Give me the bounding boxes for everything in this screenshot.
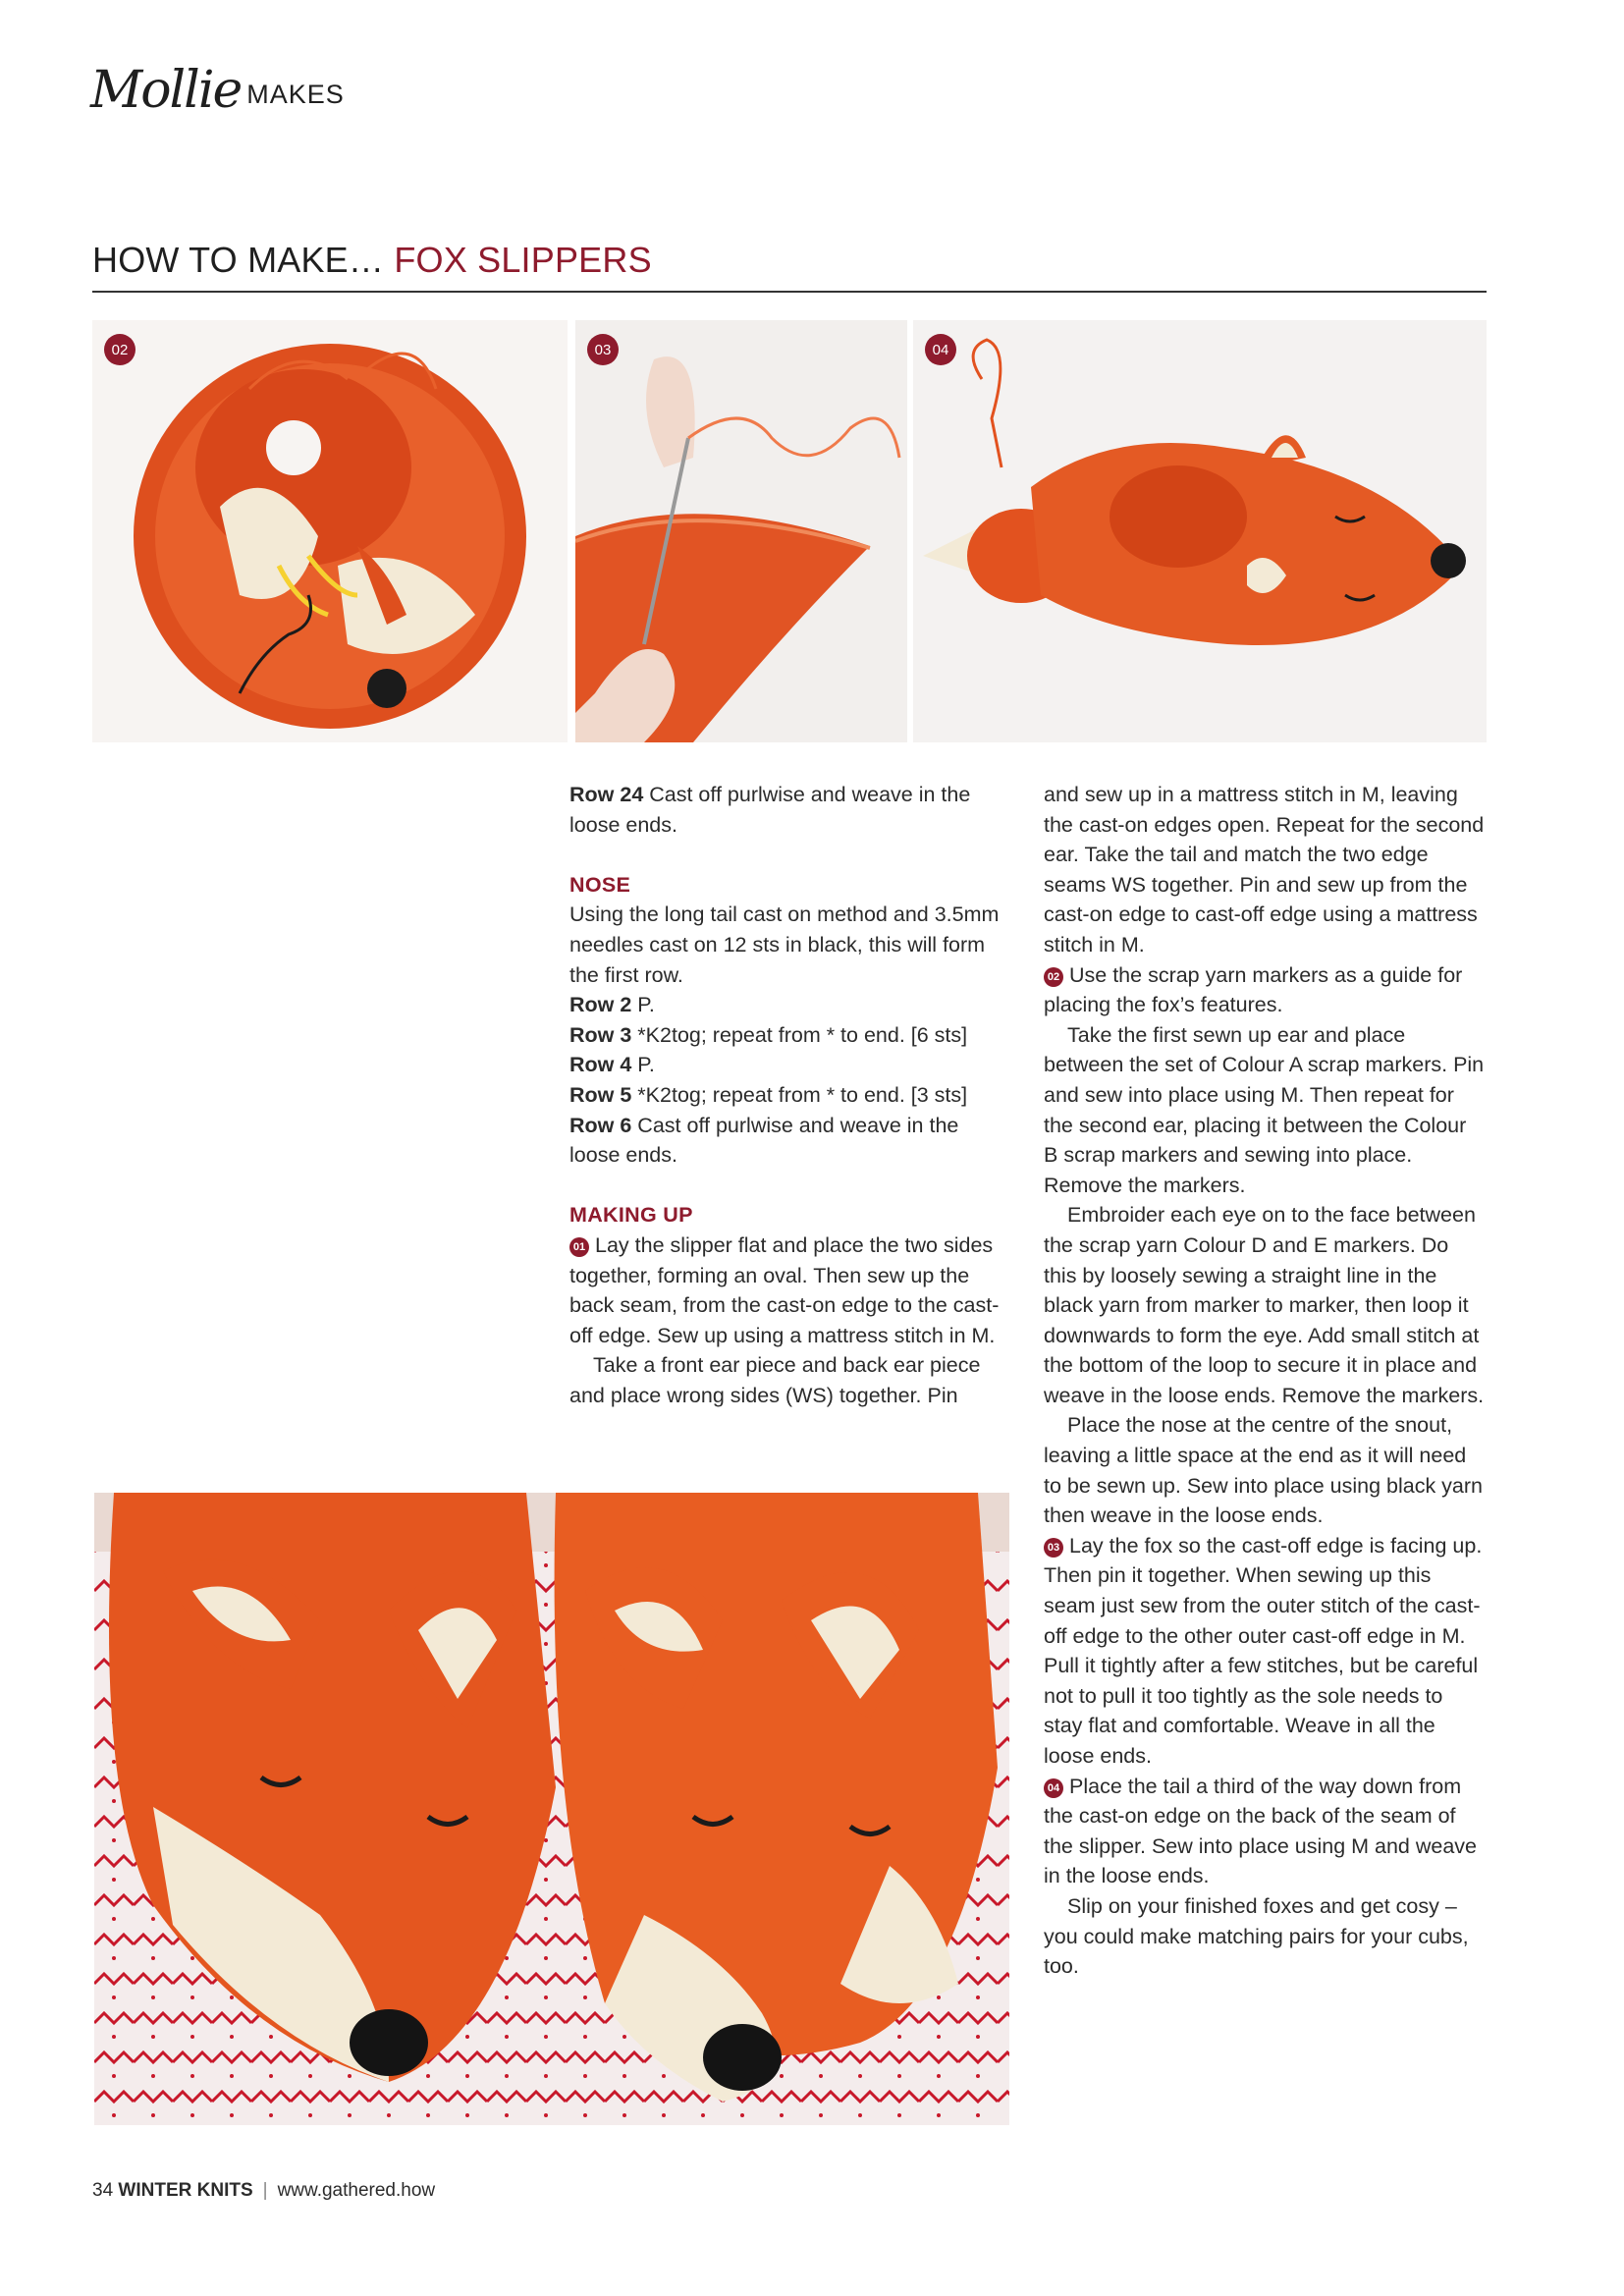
row24-label: Row 24 — [569, 783, 644, 806]
footer-separator: | — [262, 2180, 268, 2201]
step-03-photo — [575, 320, 907, 742]
row24-paragraph — [569, 780, 1001, 840]
title-divider — [92, 291, 1487, 293]
fox-slippers-pair-illustration — [94, 1493, 1009, 2125]
nose-row — [569, 1050, 1001, 1080]
step-02-photo — [92, 320, 568, 742]
nose-row-label: Row 6 — [569, 1113, 632, 1137]
magazine-title: WINTER KNITS — [118, 2180, 253, 2201]
step-04-paragraph — [1044, 1772, 1486, 1891]
step-04-photo — [913, 320, 1487, 742]
nose-heading: NOSE — [569, 872, 631, 897]
step-01-paragraph — [569, 1230, 1001, 1350]
nose-row-label: Row 2 — [569, 993, 632, 1017]
nose-row — [569, 1020, 1001, 1051]
page-number: 34 — [92, 2180, 119, 2201]
step-02-marker: 02 — [1044, 967, 1063, 987]
instructions-left-column — [569, 780, 1001, 1410]
ear-paragraph: Take a front ear piece and back ear piece and place wrong sides (WS) together. Pin — [569, 1353, 981, 1407]
step-03-marker: 03 — [1044, 1538, 1063, 1558]
nose-placement-paragraph: Place the nose at the centre of the snout, leaving a little space at the end as it will need to be sewn up. Sew into place using black yarn then weave in the loose ends. — [1044, 1413, 1483, 1528]
ears-paragraph: Take the first sewn up ear and place between the set of Colour A scrap markers. Pin and sew into place using M. Then repeat for the second ear, placing it between the Colour B scrap markers and sewing into place. Remove the markers. — [1044, 1022, 1485, 1197]
eyes-paragraph: Embroider each eye on to the face between the scrap yarn Colour D and E markers. Do this by loosely sewing a straight line in the black yarn from marker to marker, then loop it downwards to form the eye. Add small stitch at the bottom of the loop to secure it in place and weave in the loose ends. Remove the markers. — [1044, 1203, 1485, 1407]
step-03-text: Lay the fox so the cast-off edge is facing up. Then pin it together. When sewing up this seam just sew from the outer stitch of the cast-off edge to the other outer cast-off edge in M. Pull it tightly after a few stitches, but be careful not to pull it too tightly as the sole needs to stay flat and comfortable. Weave in all the loose ends. — [1044, 1533, 1483, 1768]
ear-continued-paragraph: and sew up in a mattress stitch in M, leaving the cast-on edges open. Repeat for the second ear. Take the tail and match the two edge seams WS together. Pin and sew up from the cast-on edge to cast-off edge using a mattress stitch in M. — [1044, 783, 1485, 957]
website-link[interactable]: www.gathered.how — [277, 2180, 436, 2201]
closing-paragraph: Slip on your finished foxes and get cosy – you could make matching pairs for your cubs, too. — [1044, 1893, 1469, 1979]
magazine-logo — [90, 57, 345, 120]
instructions-right-column — [1044, 780, 1486, 1982]
step-03-badge: 03 — [587, 334, 619, 365]
nose-row-text: P. — [631, 1053, 655, 1077]
nose-row-text: Cast off purlwise and weave in the loose ends. — [569, 1113, 959, 1168]
page-footer — [92, 2180, 435, 2202]
page-title — [92, 240, 652, 281]
knitted-slipper-illustration — [92, 320, 568, 742]
step-02-paragraph — [1044, 960, 1486, 1020]
nose-row-text: *K2tog; repeat from * to end. [3 sts] — [631, 1082, 968, 1107]
nose-row-label: Row 4 — [569, 1053, 632, 1077]
nose-intro: Using the long tail cast on method and 3.5mm needles cast on 12 sts in black, this will form the first row. — [569, 902, 1000, 987]
nose-row-text: *K2tog; repeat from * to end. [6 sts] — [631, 1022, 968, 1047]
step-02-text: Use the scrap yarn markers as a guide for placing the fox’s features. — [1044, 962, 1463, 1017]
making-up-heading: MAKING UP — [569, 1203, 693, 1228]
finished-slippers-photo — [94, 1493, 1009, 2125]
logo-script: Mollie — [90, 61, 242, 120]
step-02-badge: 02 — [104, 334, 135, 365]
row24-text: Cast off purlwise and weave in the loose ends. — [569, 783, 971, 837]
step-04-marker: 04 — [1044, 1778, 1063, 1798]
step-03-paragraph — [1044, 1531, 1486, 1772]
step-04-badge: 04 — [925, 334, 956, 365]
title-prefix: HOW TO MAKE… — [92, 240, 395, 280]
logo-word: MAKES — [246, 80, 345, 109]
sewing-seam-illustration — [575, 320, 907, 742]
nose-row — [569, 990, 1001, 1020]
title-highlight: FOX SLIPPERS — [394, 240, 652, 280]
nose-row — [569, 1111, 1001, 1171]
nose-row-label: Row 5 — [569, 1082, 632, 1107]
step-01-text: Lay the slipper flat and place the two sides together, forming an oval. Then sew up the back seam, from the cast-on edge to the cast-off edge. Sew up using a mattress stitch in M. — [569, 1232, 1000, 1347]
nose-row-label: Row 3 — [569, 1022, 632, 1047]
step-01-marker: 01 — [569, 1237, 589, 1257]
nose-row-text: P. — [631, 993, 655, 1017]
step-04-text: Place the tail a third of the way down from the cast-on edge on the back of the seam of the slipper. Sew into place using M and weave in the loose ends. — [1044, 1774, 1478, 1888]
fox-slipper-illustration — [913, 320, 1487, 742]
nose-row — [569, 1080, 1001, 1111]
